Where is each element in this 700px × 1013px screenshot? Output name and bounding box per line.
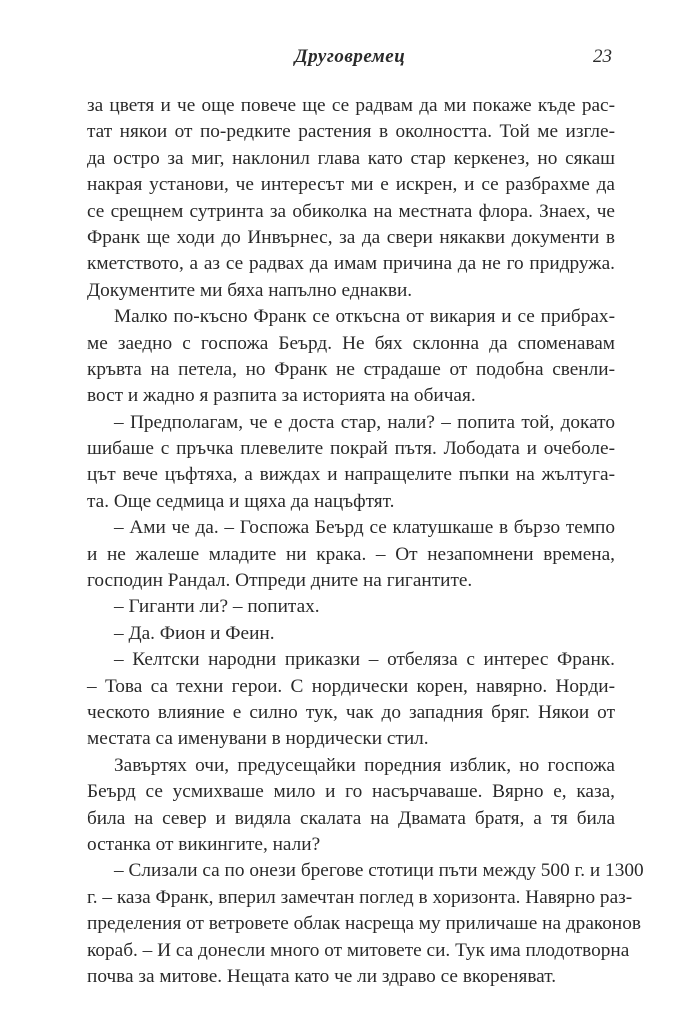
page-number: 23	[593, 46, 612, 67]
text-line: се срещнем сутринта за обиколка на местната флора. Знаех, че	[87, 200, 615, 222]
text-line: – Слизали са по онези брегове стотици пъти между 500 г. и 1300	[114, 860, 644, 882]
body-text	[87, 93, 644, 990]
text-line: за цветя и че още повече ще се радвам да ми покаже къде рас-	[87, 95, 615, 116]
text-line: цът вече цъфтяха, а виждах и напращелите пъпки на жълтуга-	[87, 464, 615, 486]
text-line: – Да. Фион и Феин.	[114, 622, 275, 644]
text-line: – Ами че да. – Госпожа Беърд се клатушкаше в бързо темпо	[114, 517, 615, 539]
text-line: г. – каза Франк, вперил замечтан поглед в хоризонта. Навярно раз-	[87, 886, 633, 908]
text-line: кметството, а аз се радвах да имам причина да не го придружа.	[87, 253, 615, 275]
text-line: била на север и видяла скалата на Двамата братя, а тя била	[87, 807, 615, 829]
text-line: Беърд се усмихваше мило и го насърчаваше. Вярно е, каза,	[87, 781, 615, 803]
running-title: Друговремец	[294, 46, 406, 67]
text-line: шибаше с пръчка плевелите покрай пътя. Лободата и очеболе-	[87, 438, 615, 460]
text-line: почва за митове. Нещата като че ли здраво се вкореняват.	[87, 965, 557, 987]
running-header	[88, 42, 612, 72]
text-line: ме заедно с госпожа Беърд. Не бях склонна да споменавам	[87, 332, 615, 354]
text-line: ческото влияние е силно тук, чак до западния бряг. Някои от	[87, 701, 615, 723]
text-line: та. Още седмица и щяха да нацъфтят.	[87, 490, 395, 512]
text-line: – Това са техни герои. С нордически корен, навярно. Норди-	[87, 675, 615, 697]
text-line: тат някои от по-редките растения в околността. Той ме изгле-	[87, 121, 615, 143]
text-line: – Предполагам, че е доста стар, нали? – попита той, докато	[114, 411, 615, 433]
text-line: вост и жадно я разпита за историята на обичая.	[87, 385, 476, 407]
text-line: – Келтски народни приказки – отбеляза с интерес Франк.	[114, 649, 615, 671]
text-line: – Гиганти ли? – попитах.	[114, 596, 320, 618]
text-line: Документите ми бяха напълно еднакви.	[87, 279, 413, 301]
text-line: пределения от ветровете облак насреща му приличаше на драконов	[87, 913, 641, 935]
text-line: Завъртях очи, предусещайки поредния изблик, но госпожа	[114, 754, 615, 776]
text-line: кръвта на петела, но Франк не страдаше от подобна свенли-	[87, 358, 615, 380]
text-line: накрая установи, че интересът ми е искрен, и се разбрахме да	[87, 174, 615, 196]
text-line: Малко по-късно Франк се откъсна от викария и се прибрах-	[114, 306, 615, 328]
text-line: останка от викингите, нали?	[87, 833, 321, 855]
text-line: и не жалеше младите ни крака. – От незапомнени времена,	[87, 543, 615, 565]
text-line: местата са именувани в нордически стил.	[87, 728, 429, 750]
text-line: да остро за миг, наклонил глава като стар керкенез, но сякаш	[87, 147, 615, 169]
text-line: Франк ще ходи до Инвърнес, за да свери някакви документи в	[87, 226, 615, 248]
text-line: кораб. – И са донесли много от митовете си. Тук има плодотворна	[87, 939, 630, 961]
text-line: господин Рандал. Отпреди дните на гигантите.	[87, 570, 473, 592]
